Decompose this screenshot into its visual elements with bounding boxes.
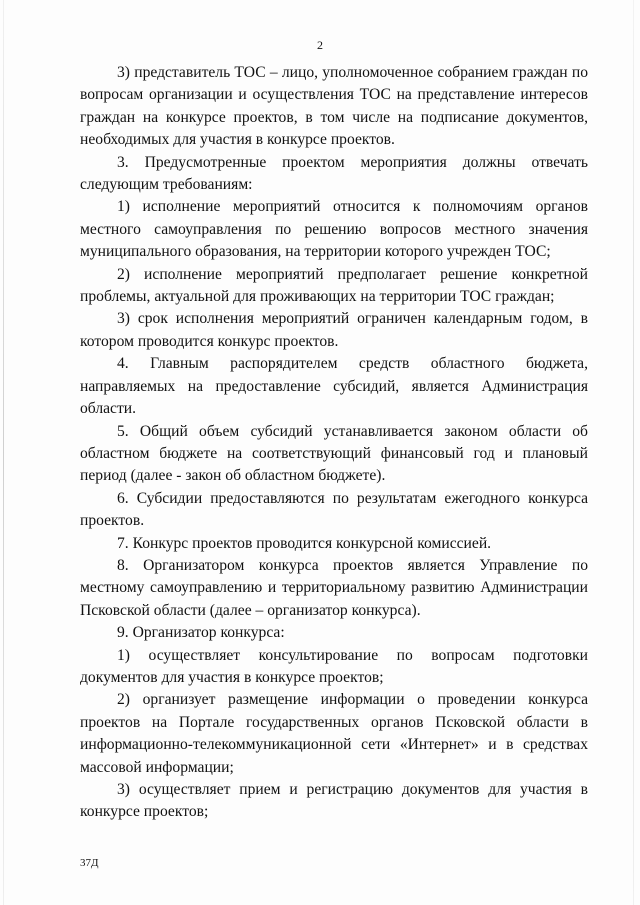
paragraph-7: 7. Конкурс проектов проводится конкурсной комиссией. xyxy=(117,534,492,552)
paragraph-5: 5. Общий объем субсидий устанавливается законом области об областном бюджете на соответствующий финансовый год и плановый период (далее - закон об областном бюджете). xyxy=(80,422,588,485)
scan-edge-left xyxy=(3,0,4,905)
scan-edge-right xyxy=(633,0,634,905)
paragraph-8: 8. Организатором конкурса проектов является Управление по местному самоуправлению и территориальному развитию Администрации Псковской области (далее – организатор конкурса). xyxy=(80,556,588,619)
paragraph-4: 4. Главным распорядителем средств областного бюджета, направляемых на предоставление субсидий, является Администрация области. xyxy=(80,355,588,418)
paragraph-6: 6. Субсидии предоставляются по результатам ежегодного конкурса проектов. xyxy=(80,489,588,530)
paragraph-9-item-3: 3) осуществляет прием и регистрацию документов для участия в конкурсе проектов; xyxy=(80,781,588,821)
paragraph-tos-representative: 3) представитель ТОС – лицо, уполномоченное собранием граждан по вопросам организации и осуществления ТОС на представление интересов граждан на конкурсе проектов, в том числе на подписание документов, необходимых для участия в конкурсе проектов. xyxy=(80,64,588,149)
paragraph-3-requirements: 3. Предусмотренные проектом мероприятия должны отвечать следующим требованиям: xyxy=(80,153,588,194)
page-number: 2 xyxy=(317,38,323,52)
paragraph-9: 9. Организатор конкурса: xyxy=(117,624,285,642)
paragraph-3-item-1: 1) исполнение мероприятий относится к полномочиям органов местного самоуправления по решению вопросов местного значения муниципального образования, на территории которого учрежден ТОС; xyxy=(80,198,588,261)
footer-document-code: 37Д xyxy=(80,857,99,869)
paragraph-9-item-1: 1) осуществляет консультирование по вопросам подготовки документов для участия в конкурсе проектов; xyxy=(80,646,588,686)
document-body xyxy=(80,62,588,824)
paragraph-3-item-3: 3) срок исполнения мероприятий ограничен календарным годом, в котором проводится конкурс проектов. xyxy=(80,310,588,350)
paragraph-3-item-2: 2) исполнение мероприятий предполагает решение конкретной проблемы, актуальной для проживающих на территории ТОС граждан; xyxy=(80,265,588,306)
paragraph-9-item-2: 2) организует размещение информации о проведении конкурса проектов на Портале государственных органов Псковской области в информационно-телекоммуникационной сети «Интернет» и в средствах массовой информации; xyxy=(80,691,588,776)
